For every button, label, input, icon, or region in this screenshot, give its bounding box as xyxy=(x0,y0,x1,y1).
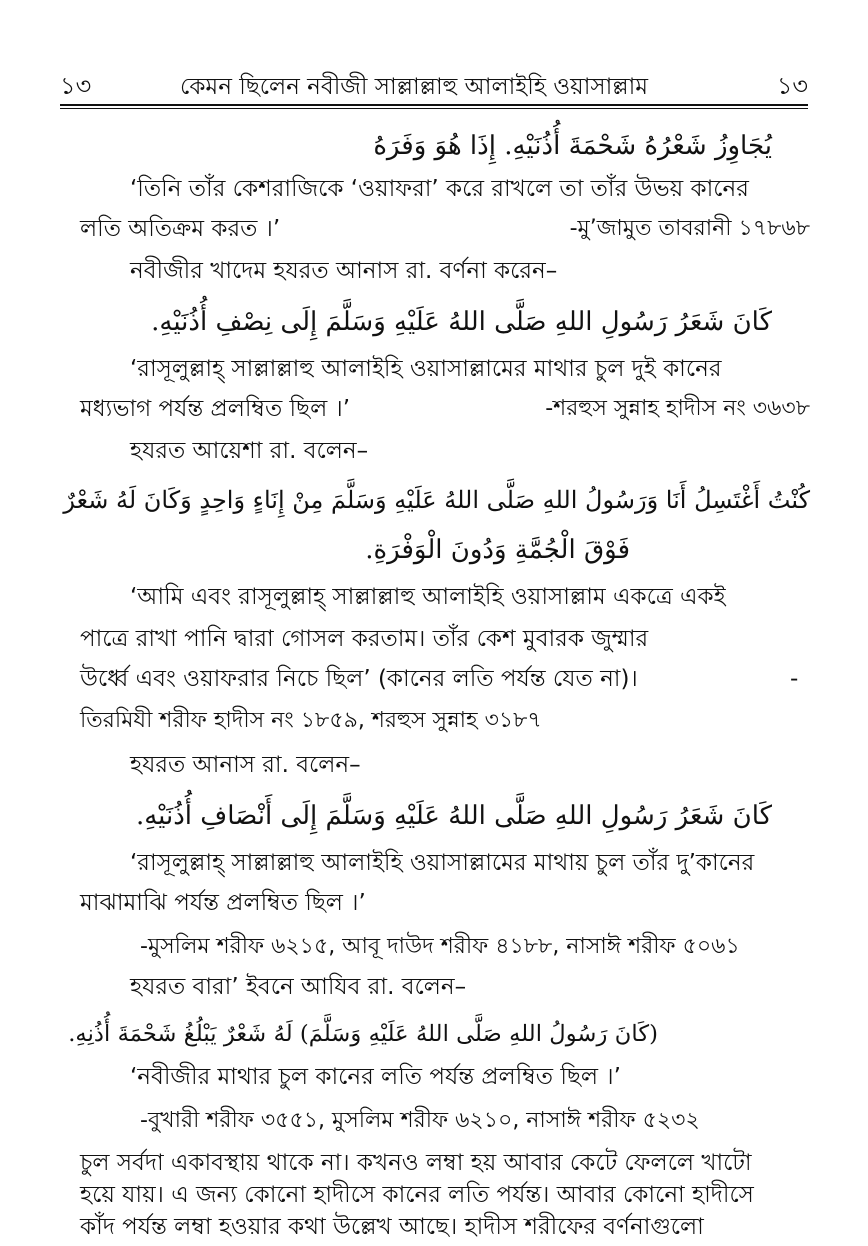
intro-5: হযরত বারা’ ইবনে আযিব রা. বলেন– xyxy=(130,974,467,1000)
running-header xyxy=(60,68,808,102)
reference-5: -বুখারী শরীফ ৩৫৫১, মুসলিম শরীফ ৬২১০, নাসাঈ শরীফ ৫২৩২ xyxy=(140,1108,700,1133)
paragraph-6-line-3: কাঁদ পর্যন্ত লম্বা হওয়ার কথা উল্লেখ আছে। হাদীস শরীফের বর্ণনাগুলো xyxy=(80,1214,704,1240)
arabic-quote-3-line-2: فَوْقَ الْجُمَّةِ وَدُونَ الْوَفْرَةِ. xyxy=(365,535,630,565)
header-rule xyxy=(60,104,808,109)
running-title: কেমন ছিলেন নবীজী সাল্লাল্লাহু আলাইহি ওয়াসাল্লাম xyxy=(180,74,649,100)
page-number-right: ১৩ xyxy=(776,72,808,100)
paragraph-2-line-1: ‘রাসূলুল্লাহ্ সাল্লাল্লাহু আলাইহি ওয়াসাল্লামের মাথার চুল দুই কানের xyxy=(130,356,722,382)
page-number-left: ১৩ xyxy=(60,72,92,100)
reference-2: -শরহুস সুন্নাহ হাদীস নং ৩৬৩৮ xyxy=(545,396,810,421)
reference-3: তিরমিযী শরীফ হাদীস নং ১৮৫৯, শরহুস সুন্নাহ ৩১৮৭ xyxy=(80,708,542,733)
paragraph-1-line-2: লতি অতিক্রম করত ।’ xyxy=(80,216,281,242)
arabic-quote-1: يُجَاوِزُ شَعْرُهُ شَحْمَةَ أُذُنَيْهِ. إِذَا هُوَ وَفَرَهُ xyxy=(373,131,772,161)
intro-3: হযরত আয়েশা রা. বলেন– xyxy=(130,438,369,464)
intro-4: হযরত আনাস রা. বলেন– xyxy=(130,752,361,778)
reference-1: -মু’জামুত তাবরানী ১৭৮৬৮ xyxy=(569,216,810,241)
paragraph-3-line-3: উর্ধ্বে এবং ওয়াফরার নিচে ছিল’ (কানের লতি পর্যন্ত যেত না)। xyxy=(80,666,638,692)
reference-4: -মুসলিম শরীফ ৬২১৫, আবূ দাউদ শরীফ ৪১৮৮, নাসাঈ শরীফ ৫০৬১ xyxy=(140,934,740,959)
paragraph-3-line-1: ‘আমি এবং রাসূলুল্লাহ্ সাল্লাল্লাহু আলাইহি ওয়াসাল্লাম একত্রে একই xyxy=(130,584,726,610)
paragraph-5-line-1: ‘নবীজীর মাথার চুল কানের লতি পর্যন্ত প্রলম্বিত ছিল ।’ xyxy=(130,1064,621,1090)
paragraph-4-line-1: ‘রাসূলুল্লাহ্ সাল্লাল্লাহু আলাইহি ওয়াসাল্লামের মাথায় চুল তাঁর দু’কানের xyxy=(130,850,755,876)
paragraph-6-line-2: হয়ে যায়। এ জন্য কোনো হাদীসে কানের লতি পর্যন্ত। আবার কোনো হাদীসে xyxy=(80,1182,754,1208)
arabic-quote-5: (كَانَ رَسُولُ اللهِ صَلَّى اللهُ عَلَيْهِ وَسَلَّمَ) لَهُ شَعْرٌ يَبْلُغُ شَحْمَةَ أُذُنِهِ. xyxy=(68,1021,658,1047)
paragraph-3-line-2: পাত্রে রাখা পানি দ্বারা গোসল করতাম। তাঁর কেশ মুবারক জুম্মার xyxy=(80,626,649,652)
paragraph-1-line-1: ‘তিনি তাঁর কেশরাজিকে ‘ওয়াফরা’ করে রাখলে তা তাঁর উভয় কানের xyxy=(130,176,749,202)
intro-2: নবীজীর খাদেম হযরত আনাস রা. বর্ণনা করেন– xyxy=(130,258,558,284)
paragraph-2-line-2: মধ্যভাগ পর্যন্ত প্রলম্বিত ছিল ।’ xyxy=(80,396,351,422)
arabic-quote-3-line-1: كُنْتُ أَغْتَسِلُ أَنَا وَرَسُولُ اللهِ صَلَّى اللهُ عَلَيْهِ وَسَلَّمَ مِنْ إِنَاءٍ وَاحِدٍ وَكَانَ لَهُ شَعْرٌ xyxy=(63,486,810,514)
arabic-quote-4: كَانَ شَعَرُ رَسُولِ اللهِ صَلَّى اللهُ عَلَيْهِ وَسَلَّمَ إِلَى أَنْصَافِ أُذُنَيْهِ. xyxy=(135,801,772,831)
paragraph-6-line-1: চুল সর্বদা একাবস্থায় থাকে না। কখনও লম্বা হয় আবার কেটে ফেললে খাটো xyxy=(80,1150,752,1176)
arabic-quote-2: كَانَ شَعَرُ رَسُولِ اللهِ صَلَّى اللهُ عَلَيْهِ وَسَلَّمَ إِلَى نِصْفِ أُذُنَيْهِ. xyxy=(151,307,772,337)
paragraph-4-line-2: মাঝামাঝি পর্যন্ত প্রলম্বিত ছিল ।’ xyxy=(80,890,366,916)
paragraph-3-dash: - xyxy=(790,666,799,692)
